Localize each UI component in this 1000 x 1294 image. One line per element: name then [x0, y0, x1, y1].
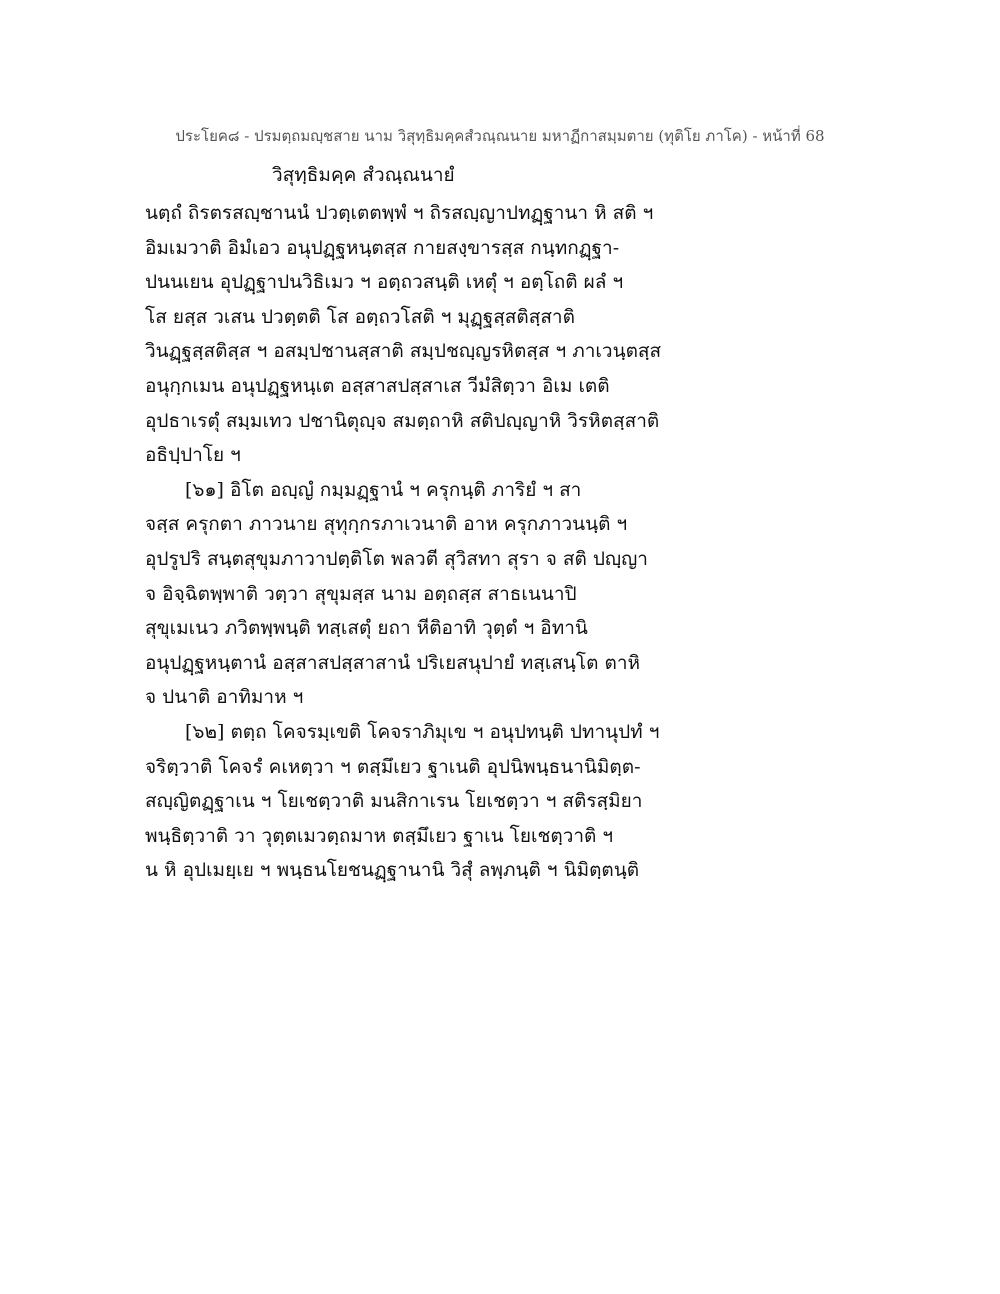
text-line: จ อิจฺฉิตพฺพาติ วตฺวา สุขุมสฺส นาม อตฺถสฺส สาธเนนาปิ [145, 582, 577, 605]
text-line: อธิปฺปาโย ฯ [145, 444, 241, 467]
text-line: วินฏฺฐสฺสติสฺส ฯ อสมฺปชานสฺสาติ สมฺปชญฺญรหิตสฺส ฯ ภาเวนฺตสฺส [145, 340, 662, 363]
text-line: อุปธาเรตุํ สมฺมเทว ปชานิตุญฺจ สมตฺถาหิ สติปญฺญาหิ วิรหิตสฺสาติ [145, 409, 660, 432]
text-line: สญฺญิตฏฺฐาเน ฯ โยเชตฺวาติ มนสิกาเรน โยเชตฺวา ฯ สติรสฺมิยา [145, 790, 643, 813]
paragraph-start-61: [๖๑] อิโต อญฺญํ กมฺมฏฺฐานํ ฯ ครุกนฺติ ภาริยํ ฯ สา [185, 478, 582, 501]
text-line: จสฺส ครุกตา ภาวนาย สุทุกฺกรภาเวนาติ อาห ครุกภาวนนฺติ ฯ [145, 513, 628, 536]
text-line: อิมเมวาติ อิมํเอว อนุปฏฺฐหนฺตสฺส กายสงฺขารสฺส กนฺทกฏฺฐา- [145, 236, 620, 259]
section-title: วิสุทฺธิมคฺค สํวณฺณนายํ [272, 164, 455, 186]
text-line: อนุกฺกเมน อนุปฏฺฐหนฺเต อสฺสาสปสฺสาเส วีมํสิตฺวา อิเม เตติ [145, 374, 610, 397]
paragraph-start-62: [๖๒] ตตฺถ โคจรมฺเขติ โคจราภิมุเข ฯ อนุปทนฺติ ปทานุปทํ ฯ [185, 720, 660, 743]
text-line: นตฺถํ ถิรตรสญฺชานนํ ปวตฺเตตพฺพํ ฯ ถิรสญฺญาปทฏฺฐานา หิ สติ ฯ [145, 202, 654, 224]
text-line: อุปรูปริ สนฺตสุขุมภาวาปตฺติโต พลวตี สุวิสทา สุรา จ สติ ปญฺญา [145, 547, 648, 570]
text-line: พนฺธิตฺวาติ วา วุตฺตเมวตฺถมาห ตสฺมึเยว ฐาเน โยเชตฺวาติ ฯ [145, 824, 614, 847]
running-header: ประโยค๘ - ปรมตฺถมญฺชสาย นาม วิสุทฺธิมคฺคสํวณฺณนาย มหาฏีกาสมฺมตาย (ทุติโย ภาโค) - หน้าที่ 68 [175, 127, 825, 145]
text-line: จ ปนาติ อาทิมาห ฯ [145, 686, 304, 709]
text-line: โส ยสฺส วเสน ปวตฺตติ โส อตฺถวโสติ ฯ มุฏฺฐสฺสติสฺสาติ [145, 305, 575, 328]
text-line: ปนนเยน อุปฏฺฐาปนวิธิเมว ฯ อตฺถวสนฺติ เหตุํ ฯ อตฺโถติ ผลํ ฯ [145, 271, 624, 294]
text-line: น หิ อุปเมยฺเย ฯ พนฺธนโยชนฏฺฐานานิ วิสุํ ลพฺภนฺติ ฯ นิมิตฺตนฺติ [145, 859, 640, 882]
body-text [145, 196, 865, 888]
text-line: อนุปฏฺฐหนฺตานํ อสฺสาสปสฺสาสานํ ปริเยสนุปายํ ทสฺเสนฺโต ตาหิ [145, 651, 641, 674]
text-line: จริตฺวาติ โคจรํ คเหตฺวา ฯ ตสฺมึเยว ฐาเนติ อุปนิพนฺธนานิมิตฺต- [145, 755, 641, 778]
text-line: สุขุเมเนว ภวิตพฺพนฺติ ทสฺเสตุํ ยถา หีติอาทิ วุตฺตํ ฯ อิทานิ [145, 617, 588, 640]
